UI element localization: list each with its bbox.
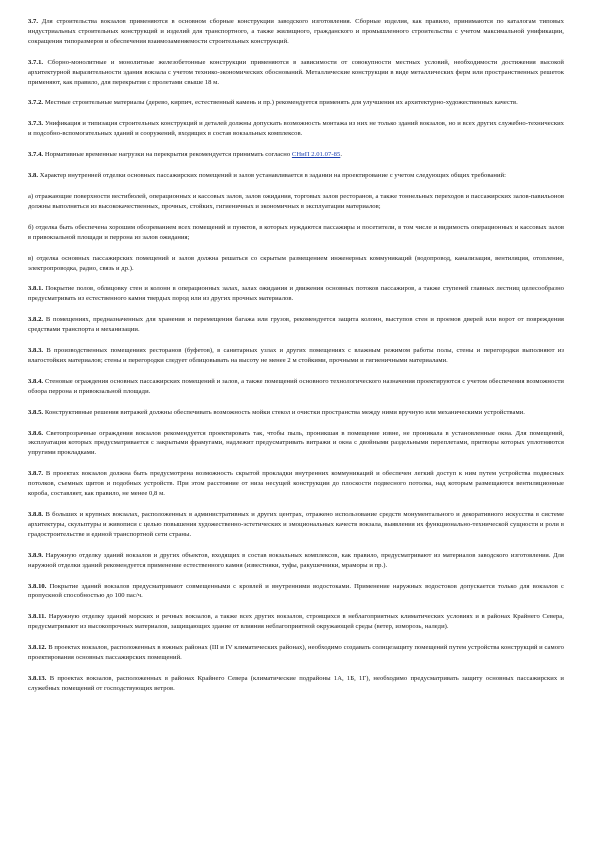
paragraph-text: Нормативные временные нагрузки на перекрытия рекомендуется принимать согласно	[44, 151, 292, 159]
paragraph-text: В проектах вокзалов должна быть предусмотрена возможность скрытой прокладки внутренних коммуникаций и обеспечен легкий доступ к ним путем устройства подвесных потолков, съемных щитов и подобных устройств. При этом расстояние от низа несущей конструкции до плоскости подвесного потолка, над которым размещаются вентиляционные короба, составляет, как правило, не менее 0,8 м.	[28, 470, 564, 498]
clause-number: 3.8.13.	[28, 674, 47, 682]
paragraph-text: Покрытие зданий вокзалов предусматривают совмещенными с кровлей и внутренними водостоками. Применение наружных водостоков допускается только для вокзалов с пропускной способностью до 100 пас/ч.	[28, 582, 564, 600]
clause-number: 3.8.6.	[28, 429, 44, 437]
paragraph-text: В помещениях, предназначенных для хранения и перемещения багажа или грузов, рекомендуется защита колонн, выступов стен и проемов дверей или ворот от повреждения средствами транспорта и механизации.	[28, 316, 564, 334]
paragraph-text: Для строительства вокзалов применяются в основном сборные конструкции заводского изготовления. Сборные изделия, как правило, принимаются по каталогам типовых индустриальных строительных конструкций и изделий для транспортного, а также жилищного, гражданского и промышленного строительства с учетом максимальной унификации, сокращения типоразмеров и обеспечения взаимозаменяемости строительных конструкций.	[28, 18, 564, 45]
clause-number: 3.7.4.	[28, 151, 44, 159]
paragraph-3-8	[28, 171, 564, 181]
paragraph-3-7-1	[28, 58, 564, 88]
paragraph-3-8-8	[28, 510, 564, 540]
paragraph-text: В проектах вокзалов, расположенных в южных районах (III и IV климатических районах), необходимо создавать солнцезащиту помещений путем устройства конструкций и самого проектирования основных пассажирских помещений.	[28, 644, 565, 662]
paragraph-3-8-v	[28, 254, 564, 274]
paragraph-text: в) отделка основных пассажирских помещений и залов должна решаться со скрытым размещением инженерных коммуникаций (водопровод, канализация, вентиляция, отопление, электропроводка, радио, связь и др.).	[28, 254, 564, 272]
paragraph-3-8-3	[28, 346, 564, 366]
clause-number: 3.8.9.	[28, 551, 44, 559]
paragraph-text: Наружную отделку зданий вокзалов и других объектов, входящих в состав вокзальных комплексов, как правило, предусматривают из материалов заводского изготовления. Для наружной отделки зданий рекомендуется применение естественного камня (известняки, туфы, ракушечники, мраморы и пр.).	[28, 551, 564, 569]
paragraph-text-end: .	[340, 151, 343, 159]
clause-number: 3.8.8.	[28, 511, 44, 518]
paragraph-3-8-11	[28, 612, 564, 632]
document-body	[28, 17, 564, 705]
paragraph-text: б) отделка быть обеспечена хорошим обозреванием всех помещений и пунктов, в которых нуждаются пассажиры и посетители, в том числе и видимость операционных и кассовых залов в привокзальной площади и перрона из залов ожидания;	[28, 223, 564, 241]
paragraph-text: Характер внутренней отделки основных пассажирских помещений и залов устанавливается в задании на проектирование с учетом следующих общих требований:	[39, 172, 507, 180]
paragraph-3-7-4	[28, 150, 564, 160]
paragraph-text: Сборно-монолитные и монолитные железобетонные конструкции применяются в зависимости от совокупности местных условий, необходимости достижения высокой архитектурной выразительности здания вокзала с учетом технико-экономических обоснований. Металлические конструкции в виде металлических ферм или пространственных решеток применяют, как правило, для перекрытия с пролетами свыше 18 м.	[28, 58, 565, 86]
paragraph-text: Конструктивные решения витражей должны обеспечивать возможность мойки стекол и очистки пространства между ними вручную или механическими устройствами.	[44, 408, 525, 416]
paragraph-3-8-13	[28, 674, 564, 694]
paragraph-3-8-b	[28, 223, 564, 243]
paragraph-text: Светопрозрачные ограждения вокзалов рекомендуется проектировать так, чтобы пыль, проникшая в помещение извне, не проникала в установленные окна. Для помещений, эксплуатация которых предусматривается с закрытыми фрамугами, надлежит предусматривать витражи и окна с двойными раздельными переплетами, притворы которых уплотняются упругими прокладками.	[28, 429, 564, 457]
paragraph-3-8-1	[28, 284, 564, 304]
paragraph-text: Стеновые ограждения основных пассажирских помещений и залов, а также помещений основного технологического назначения проектируются с учетом обеспечения возможности обзора перрона и привокзальной площади.	[28, 377, 564, 395]
clause-number: 3.7.2.	[28, 99, 44, 107]
snip-link[interactable]: СНиП 2.01.07-85	[291, 151, 341, 159]
clause-number: 3.8.3.	[28, 347, 44, 355]
paragraph-text: В больших и крупных вокзалах, расположенных в административных и других центрах, отражено использование средств монументального и декоративного искусства в системе архитектуры, скульптуры и живописи с целью повышения художественно-эстетических и эмоциональных качеств вокзала, выявления их функционально-технической сущности и роли в градостроительстве и единой транспортной сети страны.	[28, 511, 565, 538]
clause-number: 3.8.2.	[28, 316, 44, 324]
paragraph-text: Наружную отделку зданий морских и речных вокзалов, а также всех других вокзалов, строящихся в неблагоприятных климатических условиях и в районах Крайнего Севера, предусматривают из высокопрочных материалов, защищающих здание от влияния неблагоприятной окружающей среды (ветер, изморозь, наледи).	[28, 613, 564, 631]
clause-number: 3.8.	[28, 172, 39, 180]
paragraph-3-8-5	[28, 408, 564, 418]
paragraph-3-8-7	[28, 469, 564, 499]
paragraph-text: а) отражающие поверхности вестибюлей, операционных и кассовых залов, залов ожидания, торговых залов ресторанов, а также тоннельных переходов и пассажирских залов-павильонов должны выполняться из высококачественных, прочных, стойких, гигиеничных и экономичных в эксплуатации материалов;	[28, 192, 564, 210]
paragraph-3-8-4	[28, 377, 564, 397]
clause-number: 3.7.3.	[28, 120, 44, 128]
clause-number: 3.8.7.	[28, 470, 44, 478]
paragraph-3-8-10	[28, 582, 564, 602]
paragraph-3-7	[28, 17, 564, 47]
clause-number: 3.8.12.	[28, 644, 47, 652]
paragraph-text: Местные строительные материалы (дерево, кирпич, естественный камень и пр.) рекомендуется применять для улучшения их архитектурно-художественных качеств.	[44, 99, 518, 107]
paragraph-3-8-2	[28, 315, 564, 335]
clause-number: 3.7.1.	[28, 58, 44, 66]
paragraph-text: В производственных помещениях ресторанов (буфетов), в санитарных узлах и других помещениях с влажным режимом работы полы, стены и перегородки выполняют из влагостойких материалов; стены и перегородки следует облицовывать на высоту не менее 2 м стойкими, прочными и гигиеничными материалами.	[28, 347, 565, 364]
clause-number: 3.8.10.	[28, 582, 47, 590]
paragraph-text: В проектах вокзалов, расположенных в районах Крайнего Севера (климатические подрайоны 1А, 1Б, 1Г), необходимо предусматривать защиту основных пассажирских и служебных помещений от господствующих ветров.	[28, 674, 564, 692]
paragraph-3-7-2	[28, 98, 564, 108]
paragraph-3-8-6	[28, 429, 564, 459]
paragraph-3-8-a	[28, 192, 564, 212]
clause-number: 3.8.5.	[28, 408, 44, 416]
clause-number: 3.8.1.	[28, 285, 44, 293]
clause-number: 3.8.4.	[28, 377, 44, 385]
clause-number: 3.7.	[28, 18, 39, 25]
paragraph-3-8-9	[28, 551, 564, 571]
paragraph-3-7-3	[28, 119, 564, 139]
paragraph-3-8-12	[28, 643, 564, 663]
paragraph-text: Унификация и типизация строительных конструкций и деталей должны допускать возможность монтажа из них не только зданий вокзалов, но и всех других служебно-технических и подсобно-вспомогательных зданий и сооружений, входящих в состав вокзальных комплексов.	[28, 120, 565, 138]
clause-number: 3.8.11.	[28, 613, 47, 621]
paragraph-text: Покрытие полов, облицовку стен и колонн в операционных залах, залах ожидания и движения основных потоков пассажиров, а также ступеней главных лестниц целесообразно предусматривать из естественного камня твердых пород или из других прочных материалов.	[28, 285, 564, 303]
